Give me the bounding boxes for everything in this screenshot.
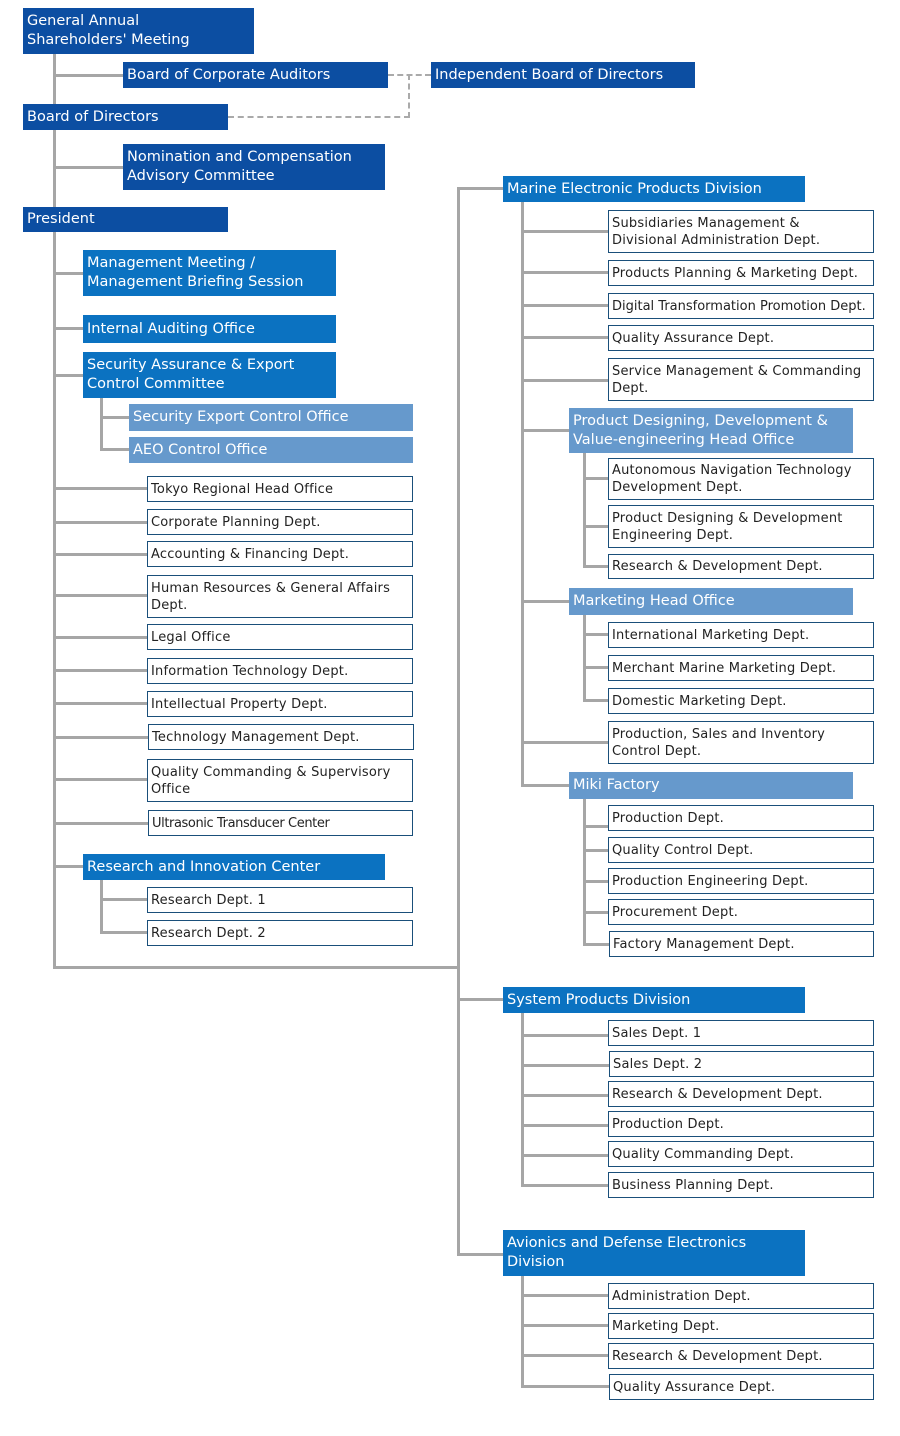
dept-box: Production Dept. — [608, 805, 874, 831]
connector — [55, 74, 125, 77]
connector — [521, 429, 569, 432]
security-committee-box: Security Assurance & Export Control Committee — [83, 352, 336, 398]
dept-box: Accounting & Financing Dept. — [147, 541, 413, 567]
dept-box: Research Dept. 2 — [147, 920, 413, 946]
connector — [100, 448, 132, 451]
connector — [55, 327, 85, 330]
dept-box: Autonomous Navigation Technology Development Dept. — [608, 458, 874, 500]
division-spine-line — [457, 187, 460, 1256]
connector — [583, 911, 609, 914]
dept-box: Research & Development Dept. — [608, 554, 874, 579]
connector — [55, 594, 148, 597]
dept-box: Technology Management Dept. — [148, 724, 414, 750]
connector — [55, 272, 85, 275]
connector — [100, 931, 148, 934]
management-meeting-box: Management Meeting / Management Briefing Session — [83, 250, 336, 296]
avionics-division-box: Avionics and Defense Electronics Division — [503, 1230, 805, 1276]
connector — [100, 898, 148, 901]
nomination-committee-box: Nomination and Compensation Advisory Committee — [123, 144, 385, 190]
connector — [583, 798, 586, 945]
connector — [521, 741, 609, 744]
dept-box: Production, Sales and Inventory Control Dept. — [608, 721, 874, 764]
connector — [583, 849, 609, 852]
connector — [55, 521, 148, 524]
connector — [521, 379, 609, 382]
main-spine-line — [53, 54, 56, 969]
connector — [521, 1324, 609, 1327]
connector — [583, 825, 609, 828]
connector — [583, 614, 586, 701]
connector — [100, 397, 103, 451]
connector — [521, 600, 569, 603]
connector — [521, 1124, 609, 1127]
dept-box: Business Planning Dept. — [608, 1172, 874, 1198]
connector — [583, 525, 609, 528]
connector — [457, 1253, 505, 1256]
connector — [55, 166, 125, 169]
system-division-box: System Products Division — [503, 987, 805, 1013]
connector — [583, 943, 609, 946]
dept-box: Factory Management Dept. — [609, 931, 874, 957]
board-of-directors-box: Board of Directors — [23, 104, 228, 130]
dept-box: Marketing Dept. — [608, 1313, 874, 1339]
dept-box: Product Designing & Development Engineering Dept. — [608, 505, 874, 548]
dept-box: Research & Development Dept. — [608, 1081, 874, 1107]
connector — [521, 1294, 609, 1297]
connector — [55, 736, 148, 739]
dashed-connector — [408, 74, 410, 118]
connector — [100, 416, 132, 419]
dept-box: Procurement Dept. — [608, 899, 874, 925]
connector — [457, 187, 505, 190]
connector — [521, 1034, 609, 1037]
dept-box: Corporate Planning Dept. — [147, 509, 413, 535]
dept-box: Sales Dept. 1 — [608, 1020, 874, 1046]
connector — [55, 865, 85, 868]
connector — [521, 230, 609, 233]
connector — [521, 1064, 609, 1067]
marine-division-box: Marine Electronic Products Division — [503, 176, 805, 202]
dept-box: Quality Assurance Dept. — [608, 325, 874, 351]
connector — [521, 1385, 609, 1388]
dept-box: International Marketing Dept. — [608, 622, 874, 648]
connector — [55, 669, 148, 672]
dept-box: Domestic Marketing Dept. — [608, 688, 874, 714]
aeo-control-office-box: AEO Control Office — [129, 437, 413, 463]
connector — [100, 878, 103, 934]
connector — [521, 200, 524, 787]
marketing-head-office-box: Marketing Head Office — [569, 588, 853, 615]
connector — [583, 666, 609, 669]
connector — [457, 998, 505, 1001]
dept-box: Intellectual Property Dept. — [147, 691, 413, 717]
connector — [521, 304, 609, 307]
dept-box: Subsidiaries Management & Divisional Administration Dept. — [608, 210, 874, 253]
connector — [521, 1275, 524, 1388]
connector — [583, 633, 609, 636]
connector — [55, 553, 148, 556]
dept-box: Production Dept. — [608, 1111, 874, 1137]
independent-board-box: Independent Board of Directors — [431, 62, 695, 88]
connector — [521, 1011, 524, 1187]
dept-box: Quality Assurance Dept. — [609, 1374, 874, 1400]
connector — [521, 784, 569, 787]
connector — [55, 822, 148, 825]
dashed-connector — [228, 116, 410, 118]
dept-box: Digital Transformation Promotion Dept. — [608, 293, 874, 319]
connector — [521, 1094, 609, 1097]
dept-box: Ultrasonic Transducer Center — [148, 810, 413, 836]
connector — [55, 636, 148, 639]
connector — [521, 1354, 609, 1357]
connector — [583, 699, 609, 702]
president-box: President — [23, 207, 228, 232]
connector — [521, 1154, 609, 1157]
connector — [55, 778, 148, 781]
dept-box: Quality Control Dept. — [608, 837, 874, 863]
connector — [583, 880, 609, 883]
shareholders-meeting-box: General Annual Shareholders' Meeting — [23, 8, 254, 54]
connector — [521, 1184, 609, 1187]
dept-box: Tokyo Regional Head Office — [147, 476, 413, 502]
connector — [583, 565, 609, 568]
connector — [55, 702, 148, 705]
spine-to-divisions-line — [53, 966, 459, 969]
security-export-office-box: Security Export Control Office — [129, 404, 413, 431]
dept-box: Human Resources & General Affairs Dept. — [147, 575, 413, 618]
dept-box: Products Planning & Marketing Dept. — [608, 260, 874, 286]
dept-box: Administration Dept. — [608, 1283, 874, 1309]
product-designing-head-office-box: Product Designing, Development & Value-engineering Head Office — [569, 408, 853, 453]
dept-box: Legal Office — [147, 624, 413, 650]
dept-box: Research Dept. 1 — [147, 887, 413, 913]
connector — [583, 477, 609, 480]
dept-box: Service Management & Commanding Dept. — [608, 358, 874, 401]
dept-box: Quality Commanding & Supervisory Office — [147, 759, 413, 802]
dept-box: Production Engineering Dept. — [608, 868, 874, 894]
corporate-auditors-box: Board of Corporate Auditors — [123, 62, 388, 88]
miki-factory-box: Miki Factory — [569, 772, 853, 799]
dept-box: Quality Commanding Dept. — [608, 1141, 874, 1167]
connector — [521, 336, 609, 339]
connector — [583, 452, 586, 567]
internal-auditing-box: Internal Auditing Office — [83, 315, 336, 343]
dept-box: Sales Dept. 2 — [609, 1051, 874, 1077]
dept-box: Research & Development Dept. — [608, 1343, 874, 1369]
research-center-box: Research and Innovation Center — [83, 854, 385, 880]
connector — [55, 374, 85, 377]
connector — [55, 487, 148, 490]
dept-box: Information Technology Dept. — [147, 658, 413, 684]
dept-box: Merchant Marine Marketing Dept. — [608, 655, 874, 681]
connector — [521, 271, 609, 274]
